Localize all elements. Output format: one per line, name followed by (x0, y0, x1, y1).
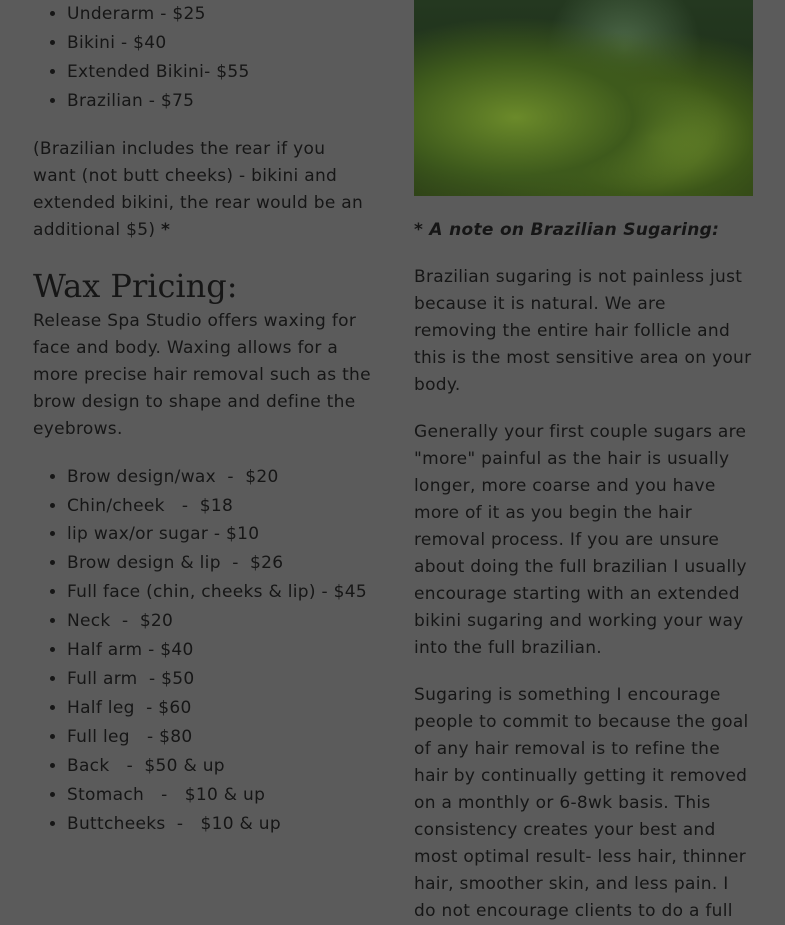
price-item: • Half leg - $60 (67, 694, 373, 723)
price-item: • Stomach - $10 & up (67, 781, 373, 810)
price-item: • Extended Bikini- $55 (67, 58, 373, 87)
brazilian-note-text: (Brazilian includes the rear if you want (not butt cheeks) - bikini and extended bikini, the rear would be an additional $5) (33, 138, 364, 240)
price-item: • Brow design/wax - $20 (67, 463, 373, 492)
sugaring-price-list (33, 0, 373, 116)
price-item: • Back - $50 & up (67, 752, 373, 781)
wax-price-list (33, 463, 373, 839)
price-item: • lip wax/or sugar - $10 (67, 520, 373, 549)
note-heading: * A note on Brazilian Sugaring: (414, 220, 720, 240)
price-item: • Full face (chin, cheeks & lip) - $45 (67, 578, 373, 607)
right-column (414, 0, 754, 925)
price-item: • Neck - $20 (67, 607, 373, 636)
price-item: • Full leg - $80 (67, 723, 373, 752)
leaves-image (414, 0, 753, 196)
brazilian-note (33, 136, 373, 244)
price-item: • Bikini - $40 (67, 29, 373, 58)
price-item: • Brow design & lip - $26 (67, 549, 373, 578)
paragraph: Sugaring is something I encourage people to commit to because the goal of any hair removal is to refine the hair by continually getting it removed on a monthly or 6-8wk basis. This consistency creates your best and most optimal result- less hair, thinner hair, smoother skin, and less pain. I do not encourage clients to do a full (414, 685, 749, 921)
wax-pricing-heading: Wax Pricing: (33, 266, 238, 305)
left-column (33, 0, 373, 838)
paragraph: Generally your first couple sugars are "more" painful as the hair is usually longer, more coarse and you have more of it as you begin the hair removal process. If you are unsure about doing the full brazilian I usually encourage starting with an extended bikini sugaring and working your way into the full brazilian. (414, 422, 747, 658)
price-item: • Chin/cheek - $18 (67, 492, 373, 521)
price-item: • Brazilian - $75 (67, 87, 373, 116)
price-item: • Full arm - $50 (67, 665, 373, 694)
asterisk: * (161, 219, 171, 240)
price-item: • Buttcheeks - $10 & up (67, 810, 373, 839)
price-item: • Underarm - $25 (67, 0, 373, 29)
paragraph: Brazilian sugaring is not painless just because it is natural. We are removing the entire hair follicle and this is the most sensitive area on your body. (414, 267, 752, 395)
price-item: • Half arm - $40 (67, 636, 373, 665)
wax-intro: Release Spa Studio offers waxing for face and body. Waxing allows for a more precise hair removal such as the brow design to shape and define the eyebrows. (33, 310, 371, 439)
